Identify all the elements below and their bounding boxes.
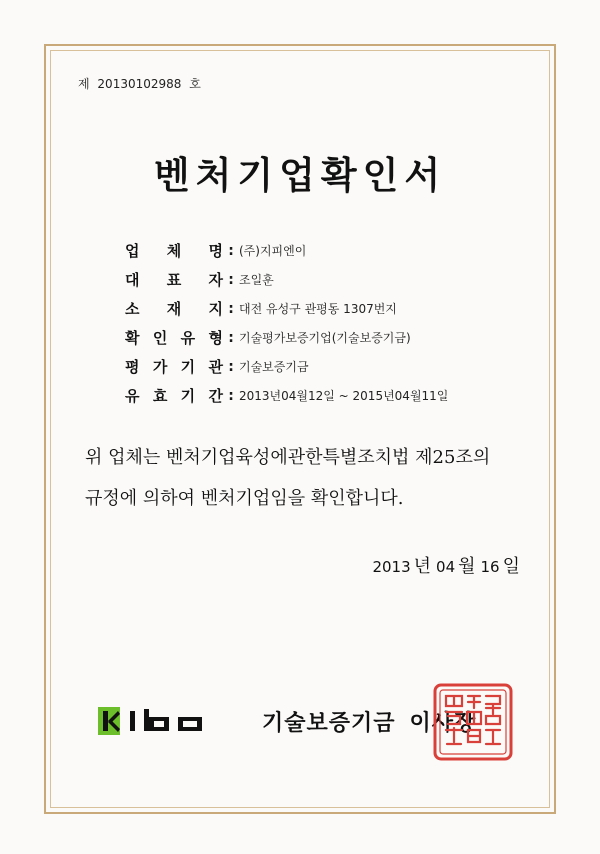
field-colon: : <box>228 329 234 346</box>
issue-year-unit: 년 <box>413 556 432 577</box>
kibo-logo-icon <box>98 705 248 737</box>
certificate-title: 벤처기업확인서 <box>153 153 447 197</box>
field-colon: : <box>228 358 234 375</box>
field-value: 조일훈 <box>239 273 274 287</box>
field-colon: : <box>228 387 234 404</box>
official-seal-stamp <box>432 682 514 762</box>
issue-month-unit: 월 <box>458 556 476 577</box>
field-colon: : <box>228 300 234 317</box>
field-validity-period <box>125 381 448 410</box>
field-value: 기술보증기금 <box>239 360 309 374</box>
issue-day-unit: 일 <box>502 556 520 577</box>
document-number <box>78 75 205 92</box>
field-colon: : <box>228 242 234 259</box>
field-label: 평 가 기 관 <box>125 358 223 376</box>
field-address <box>125 294 448 323</box>
field-label: 유 효 기 간 <box>125 387 223 405</box>
issuer-organization: 기술보증기금 <box>262 711 396 736</box>
statement-line-1: 위 업체는 벤처기업육성에관한특별조치법 제25조의 <box>85 447 491 468</box>
statement-line-2: 규정에 의하여 벤처기업임을 확인합니다. <box>85 488 404 509</box>
kibo-logo <box>98 705 248 737</box>
issue-year: 2013 <box>372 558 411 576</box>
field-value: 대전 유성구 관평동 1307번지 <box>239 302 397 316</box>
document-number-suffix: 호 <box>189 77 201 91</box>
document-number-value: 20130102988 <box>97 77 182 91</box>
certificate-fields <box>125 236 448 410</box>
issue-day: 16 <box>480 558 500 576</box>
field-value: (주)지피엔이 <box>239 244 307 258</box>
document-number-prefix: 제 <box>78 77 90 91</box>
field-value: 2013년04월12일 ~ 2015년04월11일 <box>239 389 449 403</box>
issue-date <box>372 552 525 578</box>
field-label: 대 표 자 <box>125 271 223 289</box>
field-representative <box>125 265 448 294</box>
certificate-statement <box>85 437 545 519</box>
issuer-title: 이사장 <box>409 711 477 736</box>
field-label: 업 체 명 <box>125 242 223 260</box>
issue-month: 04 <box>436 558 456 576</box>
field-confirmation-type <box>125 323 448 352</box>
field-label: 소 재 지 <box>125 300 223 318</box>
field-value: 기술평가보증기업(기술보증기금) <box>239 331 411 345</box>
field-evaluation-agency <box>125 352 448 381</box>
field-colon: : <box>228 271 234 288</box>
field-label: 확 인 유 형 <box>125 329 223 347</box>
field-company-name <box>125 236 448 265</box>
